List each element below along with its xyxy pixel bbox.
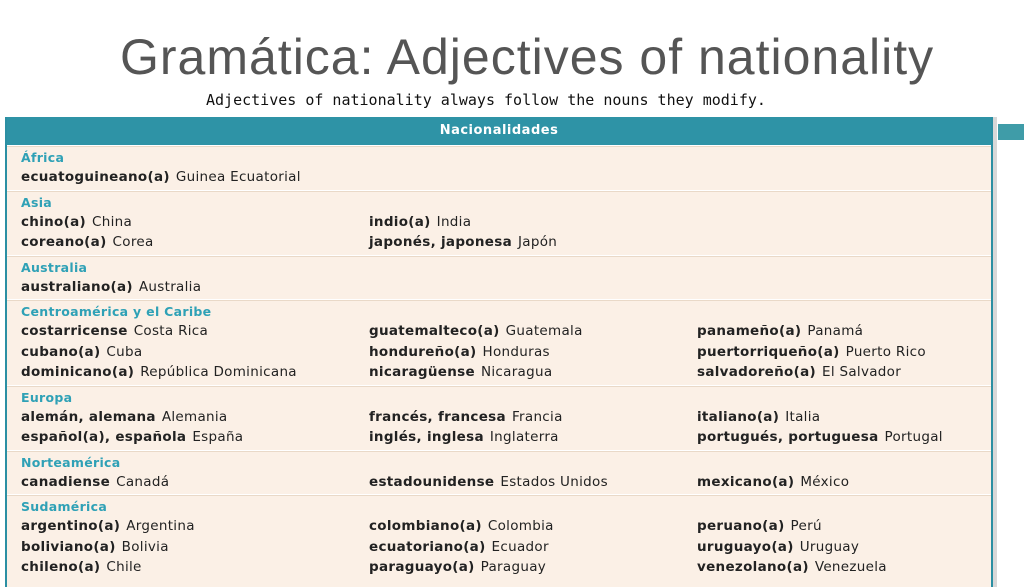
country-text: Paraguay bbox=[480, 559, 547, 575]
country-text: Bolivia bbox=[121, 538, 169, 555]
country-text: Guinea Ecuatorial bbox=[175, 169, 301, 185]
region-section bbox=[7, 494, 991, 580]
country-text: Costa Rica bbox=[133, 323, 209, 339]
table-row bbox=[21, 472, 991, 493]
adjective-text: dominicano(a) bbox=[21, 364, 135, 380]
table-row bbox=[21, 407, 991, 428]
country-text: China bbox=[91, 213, 133, 230]
nationality-cell bbox=[369, 537, 697, 558]
adjective-text: canadiense bbox=[21, 473, 111, 490]
country-text: Venezuela bbox=[814, 559, 887, 575]
adjective-text: ecuatoguineano(a) bbox=[21, 169, 170, 185]
adjective-text: cubano(a) bbox=[21, 343, 101, 360]
nationality-cell bbox=[697, 516, 987, 537]
region-section bbox=[7, 190, 991, 255]
adjective-text: estadounidense bbox=[369, 473, 495, 490]
country-text: Honduras bbox=[482, 343, 550, 360]
nationality-cell bbox=[697, 342, 987, 363]
country-text: Inglaterra bbox=[489, 429, 559, 445]
region-heading: Asia bbox=[21, 194, 53, 210]
nationality-cell bbox=[21, 427, 369, 448]
table-row bbox=[21, 212, 991, 233]
country-text: Colombia bbox=[487, 518, 554, 534]
country-text: El Salvador bbox=[821, 364, 902, 380]
adjective-text: indio(a) bbox=[369, 213, 431, 230]
nationality-cell bbox=[21, 212, 369, 233]
region-heading: Australia bbox=[21, 259, 88, 275]
adjective-text: venezolano(a) bbox=[697, 559, 809, 575]
nationality-cell bbox=[697, 407, 987, 428]
nationality-cell bbox=[369, 362, 697, 383]
nationality-cell bbox=[369, 516, 697, 537]
country-text: Canadá bbox=[116, 473, 170, 490]
country-text: Ecuador bbox=[491, 538, 549, 555]
adjective-text: boliviano(a) bbox=[21, 538, 116, 555]
adjective-text: panameño(a) bbox=[697, 323, 802, 339]
country-text: Estados Unidos bbox=[500, 473, 608, 490]
region-section bbox=[7, 145, 991, 190]
adjective-text: ecuatoriano(a) bbox=[369, 538, 486, 555]
nationality-cell bbox=[697, 472, 987, 493]
nationality-cell bbox=[21, 472, 369, 493]
adjective-text: uruguayo(a) bbox=[697, 538, 794, 555]
adjective-text: portugués, portuguesa bbox=[697, 429, 879, 445]
accent-bar bbox=[998, 124, 1024, 140]
adjective-text: salvadoreño(a) bbox=[697, 364, 816, 380]
table-row bbox=[21, 167, 991, 188]
country-text: Cuba bbox=[106, 343, 143, 360]
adjective-text: guatemalteco(a) bbox=[369, 323, 500, 339]
adjective-text: nicaragüense bbox=[369, 364, 475, 380]
country-text: Uruguay bbox=[799, 538, 860, 555]
adjective-text: japonés, japonesa bbox=[369, 234, 512, 250]
region-heading: África bbox=[21, 150, 65, 165]
adjective-text: hondureño(a) bbox=[369, 343, 477, 360]
country-text: Panamá bbox=[807, 323, 864, 339]
adjective-text: puertorriqueño(a) bbox=[697, 343, 840, 360]
adjective-text: colombiano(a) bbox=[369, 518, 482, 534]
adjective-text: chileno(a) bbox=[21, 559, 101, 575]
table-row bbox=[21, 321, 991, 342]
nationality-cell bbox=[21, 167, 369, 188]
country-text: España bbox=[192, 429, 244, 445]
nationality-cell bbox=[697, 362, 987, 383]
region-section bbox=[7, 450, 991, 495]
nationality-cell bbox=[21, 362, 369, 383]
nationality-cell bbox=[697, 427, 987, 448]
country-text: Nicaragua bbox=[480, 364, 553, 380]
nationality-cell bbox=[369, 232, 697, 253]
adjective-text: inglés, inglesa bbox=[369, 429, 484, 445]
nationality-cell bbox=[21, 557, 369, 578]
country-text: Japón bbox=[518, 234, 558, 250]
table-row bbox=[21, 277, 991, 298]
adjective-text: coreano(a) bbox=[21, 234, 107, 250]
region-section bbox=[7, 385, 991, 450]
nationality-cell bbox=[21, 342, 369, 363]
country-text: República Dominicana bbox=[140, 364, 297, 380]
nationality-cell bbox=[369, 557, 697, 578]
adjective-text: chino(a) bbox=[21, 213, 86, 230]
adjective-text: australiano(a) bbox=[21, 278, 133, 295]
nationality-cell bbox=[697, 321, 987, 342]
country-text: Australia bbox=[138, 278, 202, 295]
country-text: Francia bbox=[511, 408, 563, 425]
adjective-text: peruano(a) bbox=[697, 518, 785, 534]
nationality-cell bbox=[369, 407, 697, 428]
nationalities-table bbox=[5, 117, 993, 587]
country-text: Guatemala bbox=[505, 323, 583, 339]
nationality-cell bbox=[21, 537, 369, 558]
table-row bbox=[21, 232, 991, 253]
region-section bbox=[7, 299, 991, 385]
slide-title: Gramática: Adjectives of nationality bbox=[120, 29, 935, 85]
country-text: Italia bbox=[785, 408, 821, 425]
regions-container bbox=[7, 145, 991, 580]
table-header: Nacionalidades bbox=[7, 117, 991, 145]
region-heading: Norteamérica bbox=[21, 454, 121, 470]
nationality-cell bbox=[369, 427, 697, 448]
country-text: Chile bbox=[106, 559, 142, 575]
adjective-text: argentino(a) bbox=[21, 518, 121, 534]
table-row bbox=[21, 557, 991, 578]
nationality-cell bbox=[369, 472, 697, 493]
table-row bbox=[21, 362, 991, 383]
nationality-cell bbox=[369, 321, 697, 342]
adjective-text: italiano(a) bbox=[697, 408, 780, 425]
region-heading: Sudamérica bbox=[21, 499, 108, 514]
country-text: Puerto Rico bbox=[845, 343, 926, 360]
nationality-cell bbox=[21, 277, 369, 298]
nationality-cell bbox=[697, 537, 987, 558]
nationality-cell bbox=[21, 321, 369, 342]
adjective-text: paraguayo(a) bbox=[369, 559, 475, 575]
adjective-text: alemán, alemana bbox=[21, 408, 156, 425]
slide-subtitle: Adjectives of nationality always follow the nouns they modify. bbox=[206, 91, 766, 109]
country-text: Argentina bbox=[126, 518, 195, 534]
nationality-cell bbox=[369, 212, 697, 233]
country-text: Corea bbox=[112, 234, 154, 250]
country-text: Alemania bbox=[161, 408, 228, 425]
adjective-text: costarricense bbox=[21, 323, 128, 339]
region-section bbox=[7, 255, 991, 300]
region-heading: Europa bbox=[21, 389, 73, 405]
table-row bbox=[21, 427, 991, 448]
nationality-cell bbox=[21, 407, 369, 428]
table-row bbox=[21, 537, 991, 558]
region-heading: Centroamérica y el Caribe bbox=[21, 304, 212, 319]
table-row bbox=[21, 342, 991, 363]
nationality-cell bbox=[697, 557, 987, 578]
nationality-cell bbox=[21, 516, 369, 537]
nationality-cell bbox=[21, 232, 369, 253]
table-row bbox=[21, 516, 991, 537]
adjective-text: francés, francesa bbox=[369, 408, 506, 425]
country-text: Portugal bbox=[884, 429, 943, 445]
country-text: India bbox=[436, 213, 472, 230]
country-text: Perú bbox=[790, 518, 822, 534]
country-text: México bbox=[800, 473, 850, 490]
adjective-text: mexicano(a) bbox=[697, 473, 795, 490]
nationality-cell bbox=[369, 342, 697, 363]
adjective-text: español(a), española bbox=[21, 429, 187, 445]
